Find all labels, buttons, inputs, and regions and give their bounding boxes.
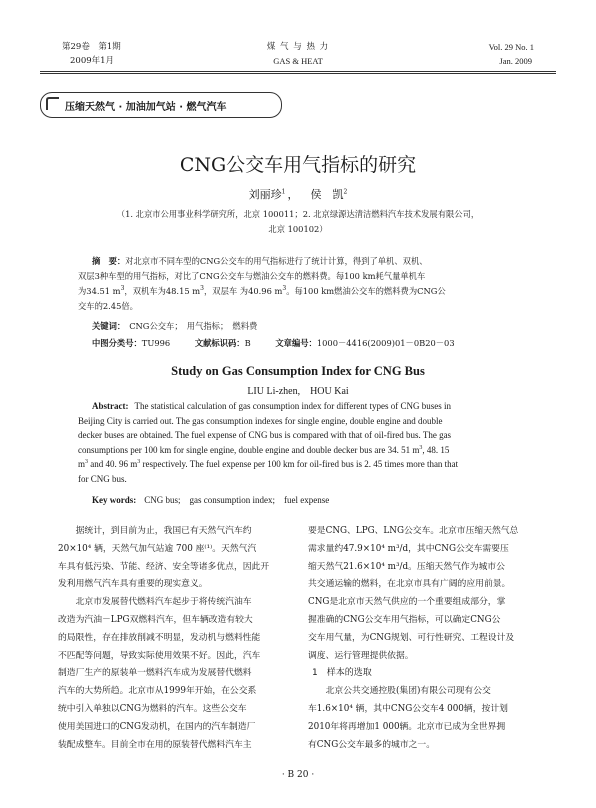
journal-name-en: GAS & HEAT	[273, 56, 323, 66]
volume-issue-cn: 第29卷 第1期	[62, 42, 121, 52]
classification-cn	[92, 336, 532, 351]
ornament-icon	[45, 96, 61, 112]
abstract-en-line-3: decker buses are obtained. The fuel expense of CNG bus is compared with that of oil-fired bus. The gas	[78, 430, 452, 441]
keywords-label-en: Key words:	[92, 495, 137, 505]
unit-sup: 3	[137, 459, 141, 466]
abstract-en-line-5b: and 40. 96 m	[88, 459, 138, 470]
affiliation-line-2: 北京 100102）	[268, 224, 328, 234]
clc-label: 中图分类号：	[92, 338, 142, 348]
authors-en: LIU Li-zhen, HOU Kai	[247, 386, 349, 397]
body-line: 改造为汽油－LPG双燃料汽车，但车辆改造有较大	[58, 614, 253, 625]
date-cn: 2009年1月	[70, 56, 115, 66]
clc-value: TU996	[141, 338, 171, 348]
section-banner	[40, 92, 282, 118]
abstract-en-line-5c: respectively. The fuel expense per 100 km for oil-fired bus is 2. 45 times more than that	[140, 459, 459, 470]
doc-code-label: 文献标识码：	[194, 338, 245, 348]
section-heading: 1 样本的选取	[312, 668, 372, 679]
unit-sup: 3	[282, 285, 287, 293]
unit-sup: 3	[419, 444, 423, 451]
abstract-en-line-5	[78, 457, 518, 472]
abstract-en-line-5a: m	[78, 459, 86, 470]
body-column-right	[308, 523, 546, 754]
paper-title-en: Study on Gas Consumption Index for CNG Bus	[171, 364, 425, 378]
header-rule-thin	[40, 73, 556, 74]
unit-sup: 3	[200, 285, 204, 293]
body-line: 的局限性，存在排放削减不明显，发动机与燃料性能	[58, 632, 261, 643]
body-line: 据统计，到目前为止，我国已有天然气汽车约	[75, 526, 252, 536]
affiliations-cn	[0, 207, 596, 237]
body-line: 车具有低污染、节能、经济、安全等诸多优点，因此开	[58, 561, 270, 572]
abstract-en-line-6: for CNG bus.	[78, 473, 127, 484]
body-line: 北京公共交通控股(集团)有限公司现有公交	[325, 686, 491, 697]
body-line: 共交通运输的燃料，在北京市具有广阔的应用前景。	[308, 579, 511, 590]
section-banner-label: 压缩天然气 · 加油加气站 · 燃气汽车	[65, 101, 227, 113]
body-line: 2010年将再增加1 000辆。北京市已成为全世界拥	[308, 721, 506, 732]
article-no-label: 文章编号：	[275, 338, 317, 348]
body-line: 需求量约47.9×10⁴ m³/d，其中CNG公交车需要压	[308, 543, 509, 554]
paper-title-cn: CNG公交车用气指标的研究	[179, 154, 417, 176]
keywords-label-cn: 关键词：	[92, 321, 126, 331]
abstract-en-line-1: The statistical calculation of gas consumption index for different types of CNG buses in	[134, 401, 452, 411]
abstract-cn-line-3	[78, 284, 518, 299]
abstract-cn	[78, 254, 518, 314]
body-line: 制造厂生产的原装单一燃料汽车成为发展替代燃料	[58, 668, 252, 679]
header-rule	[40, 71, 556, 72]
date-en: Jan. 2009	[499, 56, 532, 66]
body-line: 20×10⁴ 辆，天然气加气站逾 700 座⁽¹⁾。天然气汽	[58, 543, 257, 554]
keywords-text-en: CNG bus; gas consumption index; fuel expense	[144, 495, 330, 505]
article-no-value: 1000－4416(2009)01－0B20－03	[316, 338, 455, 348]
abstract-en-line-4a: consumptions per 100 km for single engine, double engine and double decker bus are 34. 51 m	[78, 444, 420, 455]
author-1-mark: 1	[281, 188, 286, 196]
author-1: 刘丽珍	[248, 188, 282, 201]
abstract-cn-line-4: 交车的2.45倍。	[78, 301, 138, 311]
unit-sup: 3	[85, 459, 89, 466]
authors-cn	[0, 186, 596, 202]
unit-sup: 3	[120, 285, 125, 293]
abstract-cn-line-3a: 为34.51 m	[78, 286, 121, 296]
page-number: · B 20 ·	[281, 770, 315, 780]
doc-code-value: B	[244, 338, 251, 348]
abstract-cn-line-1: 对北京市不同车型的CNG公交车的用气指标进行了统计计算，得到了单机、双机、	[125, 256, 428, 266]
body-line: 要是CNG、LPG、LNG公交车。北京市压缩天然气总	[308, 526, 519, 536]
body-line: 不匹配等问题，导致实际使用效果不好。因此，汽车	[58, 650, 261, 661]
journal-name-cn: 煤 气 与 热 力	[266, 42, 330, 52]
body-line: 缩天然气21.6×10⁴ m³/d。压缩天然气作为城市公	[308, 561, 505, 572]
abstract-label-cn: 摘 要：	[92, 256, 126, 266]
body-line: 握准确的CNG公交车用气指标，可以确定CNG公	[308, 614, 501, 625]
body-line: 发利用燃气汽车具有重要的现实意义。	[58, 579, 208, 590]
body-line: 使用美国进口的CNG发动机，在国内的汽车制造厂	[58, 721, 256, 732]
body-line: 有CNG公交车最多的城市之一。	[308, 739, 436, 750]
keywords-en	[92, 493, 329, 508]
body-line: 调度、运行管理提供依据。	[308, 650, 414, 661]
abstract-label-en: Abstract:	[92, 401, 129, 411]
keywords-text-cn: CNG公交车； 用气指标； 燃料费	[129, 321, 258, 331]
abstract-en-line-2: Beijing City is carried out. The gas consumption indexes for single engine, double engine and double	[78, 415, 443, 426]
body-line: CNG是北京市天然气供应的一个重要组成部分，掌	[308, 597, 506, 608]
body-line: 北京市发展替代燃料汽车起步于将传统汽油车	[75, 597, 252, 608]
abstract-cn-line-3c: ，双层车 为40.96 m	[203, 286, 283, 296]
volume-issue-en: Vol. 29 No. 1	[488, 42, 534, 52]
abstract-cn-line-3b: ，双机车为48.15 m	[124, 286, 201, 296]
affiliation-line-1: （1. 北京市公用事业科学研究所，北京 100011；2. 北京绿源达清洁燃料汽车技术发展有限公司，	[116, 209, 480, 219]
body-line: 交车用气量，为CNG规划、可行性研究、工程设计及	[308, 632, 515, 643]
keywords-cn	[92, 319, 257, 334]
abstract-cn-line-3d: 。每100 km燃油公交车的燃料费为CNG公	[286, 286, 446, 296]
body-line: 装配成整车。目前全市在用的原装替代燃料汽车主	[58, 739, 252, 750]
abstract-cn-line-2: 双层3种车型的用气指标，对比了CNG公交车与燃油公交车的燃料费。每100 km耗气量单机车	[78, 271, 426, 281]
body-column-left	[58, 523, 294, 754]
abstract-en-line-4b: , 48. 15	[422, 444, 450, 455]
body-line: 汽车的大势所趋。北京市从1999年开始，在公交系	[58, 686, 257, 697]
body-line: 车1.6×10⁴ 辆，其中CNG公交车4 000辆，按计划	[308, 703, 508, 714]
body-line: 统中引入单独以CNG为燃料的汽车。这些公交车	[58, 703, 247, 714]
author-2-mark: 2	[343, 188, 348, 196]
author-2: 侯 凯	[310, 188, 344, 201]
abstract-en	[78, 399, 518, 487]
author-separator: ，	[287, 188, 299, 201]
abstract-en-line-4	[78, 443, 518, 458]
